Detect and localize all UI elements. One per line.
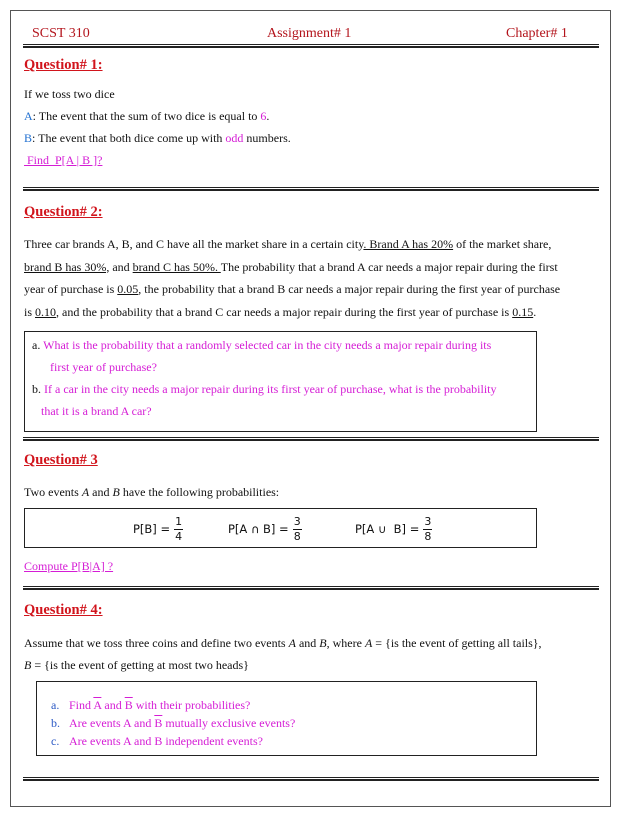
q4-l1-c: , where [326, 636, 365, 650]
q2-p3-ul: 0.05 [117, 282, 139, 296]
q4-item-a-mid: and [101, 698, 125, 712]
q2-p1-ul: . Brand A has 20% [363, 237, 454, 251]
q3-pb-num: 1 [175, 514, 183, 528]
q3-paub-den: 8 [424, 529, 432, 543]
q2-a-text: What is the probability that a randomly selected car in the city needs a major repair during its [40, 338, 492, 352]
q2-line-1 [24, 233, 601, 256]
q3-intro-2: and [89, 485, 113, 499]
q4-item-c [51, 732, 263, 750]
q3-paub-label: P[A ∪ B] = [355, 522, 420, 536]
q1-b-text2: numbers. [243, 131, 291, 145]
q2-p4-start: is [24, 304, 36, 319]
q1-b-odd: odd [225, 131, 244, 145]
q4-item-a [51, 696, 250, 714]
question-2-title: Question# 2: [24, 204, 103, 220]
q2-p1: Three car brands A, B, and C have all the market share in a certain city [24, 237, 364, 251]
assignment-number: Assignment# 1 [267, 26, 352, 41]
q3-intro-a: A [81, 485, 90, 499]
q4-l1-a: Assume that we toss three coins and define two events [24, 636, 289, 650]
q2-p4-mid: , and the probability that a brand C car needs a major repair during the first year of purchase is [56, 304, 513, 319]
question-1-title: Question# 1: [24, 57, 103, 73]
q3-probabilities-box [24, 508, 537, 548]
q4-l2-B: B [24, 658, 32, 672]
q2-b-line1 [32, 378, 497, 400]
q2-line-4 [24, 301, 601, 324]
q2-line-3 [24, 278, 601, 301]
q2-b-line2: that it is a brand A car? [41, 404, 152, 418]
q1-a-text: : The event that the sum of two dice is equal to [32, 109, 261, 123]
q2-p2-ul1: brand B has 30%, [24, 259, 110, 274]
q3-pb-fraction [174, 516, 183, 543]
q4-item-a-num: a. [51, 698, 60, 712]
q2-paragraph [24, 233, 601, 323]
q2-p4-ul1: 0.10 [35, 304, 57, 319]
q3-pab-num: 3 [293, 514, 301, 528]
q1-event-a [24, 105, 269, 127]
q2-p4-ul2: 0.15 [512, 304, 534, 319]
q4-item-c-num: c. [51, 734, 60, 748]
q4-l1-b: and [295, 636, 320, 650]
q1-intro: If we toss two dice [24, 87, 115, 101]
q3-pb-den: 4 [175, 529, 183, 543]
chapter-number: Chapter# 1 [506, 26, 568, 41]
q2-subquestions-box [24, 331, 537, 432]
q4-l1-A: A [288, 636, 296, 650]
q4-l1-A2: A [364, 636, 373, 650]
q3-divider [23, 586, 599, 590]
question-4-title: Question# 4: [24, 602, 103, 618]
q3-pab-den: 8 [293, 529, 301, 543]
q3-pab-label: P[A ∩ B] = [228, 522, 289, 536]
q2-p4-end: . [533, 304, 537, 319]
q3-intro-3: have the following probabilities: [119, 485, 280, 499]
q1-divider [23, 187, 599, 191]
q1-b-label: B [24, 131, 33, 145]
q2-a-line1 [32, 334, 491, 356]
q3-intro-1: Two events [24, 485, 82, 499]
q2-p3-end: , the probability that a brand B car needs a major repair during the first year of purchase [138, 282, 561, 296]
q4-item-c-pre: Are events A and B independent events? [69, 734, 263, 748]
q1-b-text1: : The event that both dice come up with [32, 131, 226, 145]
q2-a-line2: first year of purchase? [50, 360, 157, 374]
q1-a-label: A [24, 109, 33, 123]
q1-event-b [24, 127, 291, 149]
header-divider [23, 44, 599, 48]
q4-item-b-pre: Are events A and [69, 716, 155, 730]
q4-l1-B: B [319, 636, 327, 650]
q2-line-2 [24, 256, 601, 279]
q4-line-1 [24, 632, 542, 654]
q1-a-value: 6 [260, 109, 267, 123]
q2-b-text: If a car in the city needs a major repair during its first year of purchase, what is the probability [41, 382, 497, 396]
q4-item-a-post: with their probabilities? [132, 698, 251, 712]
q4-l1-d: = {is the event of getting all tails}, [372, 636, 542, 650]
q2-p2-ul2: brand C has 50%. [132, 259, 221, 274]
course-code: SCST 310 [32, 26, 90, 41]
q3-intro [24, 481, 279, 503]
q4-divider [23, 777, 599, 781]
q3-intro-b: B [112, 485, 120, 499]
q4-item-a-s2: $\overline{B}$ [124, 698, 133, 712]
q2-p3-start: year of purchase is [24, 282, 118, 296]
q4-l2-rest: = {is the event of getting at most two heads} [31, 658, 249, 672]
q3-pb-label: P[B] = [133, 522, 171, 536]
q2-b-label: b. [32, 382, 41, 396]
q4-subquestions-box [36, 681, 537, 756]
q3-prob-a-and-b [228, 509, 302, 549]
q2-p2-end: The probability that a brand A car needs a major repair during the first [220, 259, 558, 274]
question-3-title: Question# 3 [24, 452, 98, 468]
q4-item-b-s2: $\overline{B}$ [154, 716, 163, 730]
q3-paub-num: 3 [424, 514, 432, 528]
q1-a-end: . [266, 109, 270, 123]
q4-item-b-num: b. [51, 716, 60, 730]
q3-prob-a-or-b [355, 509, 432, 549]
q2-a-label: a. [32, 338, 41, 352]
q3-paub-fraction [423, 516, 432, 543]
q4-item-b [51, 714, 295, 732]
q2-p2-mid: and [109, 259, 133, 274]
q1-find: Find P[A | B ]? [24, 153, 103, 167]
document-page [10, 10, 611, 807]
q2-divider [23, 437, 599, 441]
q4-item-b-post: mutually exclusive events? [162, 716, 296, 730]
q4-item-a-s1: $\overline{A}$ [93, 698, 102, 712]
q3-compute: Compute P[B|A] ? [24, 559, 114, 573]
q3-pab-fraction [293, 516, 302, 543]
q4-line-2 [24, 654, 249, 676]
q3-prob-b [133, 509, 183, 549]
q2-p1-end: of the market share, [453, 237, 552, 251]
q4-item-a-pre: Find [69, 698, 94, 712]
